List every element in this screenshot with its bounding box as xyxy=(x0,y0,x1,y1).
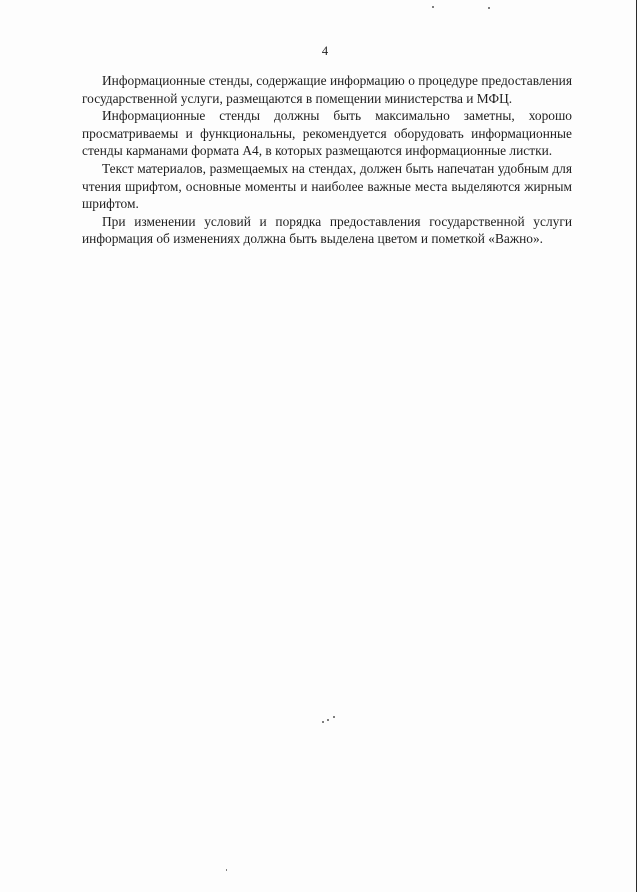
scan-speck xyxy=(327,719,329,721)
page-edge xyxy=(636,0,637,892)
page-number: 4 xyxy=(321,44,329,58)
document-body xyxy=(82,72,572,248)
scan-speck xyxy=(322,721,324,723)
paragraph-text-materials: Текст материалов, размещаемых на стендах, должен быть напечатан удобным для чтения шрифтом, основные моменты и наиболее важные места выделяются жирным шрифтом. xyxy=(82,160,572,212)
paragraph-info-stands-location: Информационные стенды, содержащие информацию о процедуре предоставления государственной услуги, размещаются в помещении министерства и МФЦ. xyxy=(82,73,572,106)
scan-speck xyxy=(488,7,490,9)
scan-speck xyxy=(432,6,434,8)
scan-speck xyxy=(226,869,227,871)
scan-speck xyxy=(333,716,335,718)
paragraph-changes-notice: При изменении условий и порядка предоставления государственной услуги информация об изменениях должна быть выделена цветом и пометкой «Важно». xyxy=(82,213,572,247)
paragraph-info-stands-requirements: Информационные стенды должны быть максимально заметны, хорошо просматриваемы и функциональны, рекомендуется оборудовать информационные стенды карманами формата А4, в которых размещаются информационные листки. xyxy=(82,108,572,159)
